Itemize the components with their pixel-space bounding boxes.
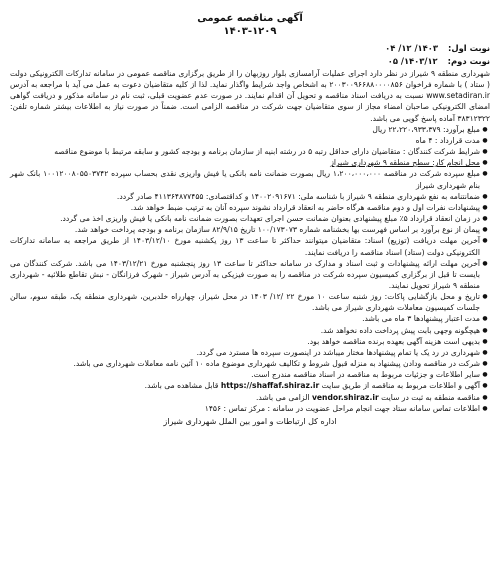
list-item-text: مبلغ برآورد: ۲۲،۲۲۰،۹۳۳،۳۷۹ ریال: [372, 124, 480, 134]
list-item-text: بدیهی است هزینه آگهی بعهده برنده مناقصه خواهد بود.: [307, 336, 480, 346]
list-item-text: پیشنهادات نفرات اول و دوم مناقصه هرگاه حاضر به انعقاد قرارداد نشوند سپرده آنان به ترتیب ضبط خواهد شد.: [130, 202, 480, 212]
bullet-icon: ●: [482, 215, 488, 223]
list-item: [10, 403, 490, 414]
list-item: [10, 135, 490, 146]
publication-dates: [10, 42, 490, 68]
bullet-icon: ●: [482, 337, 488, 345]
list-item-text: مدت اعتبار پیشنهادها ۳ ماه می باشد.: [362, 314, 480, 324]
bullet-icon: ●: [482, 237, 488, 245]
notice-number: ۱۴۰۳-۱۲۰۹: [223, 26, 277, 37]
list-item: [10, 235, 490, 257]
bullet-icon: ●: [482, 382, 488, 390]
list-item: [10, 157, 490, 168]
publication-date: ۱۴۰۳/۱۲/ ۰۵: [387, 56, 438, 66]
contact-text: اطلاعات تماس سامانه ستاد جهت انجام مراحل عضویت در سامانه : مرکز تماس : ۱۴۵۶: [204, 403, 480, 413]
signature: اداره کل ارتباطات و امور بین الملل شهرداری شیراز: [163, 416, 337, 426]
intro-paragraph: شهرداری منطقه ۹ شیراز در نظر دارد اجرای عملیات آرامسازی بلوار روزبهان را از طریق برگزاری مناقصه عمومی در سامانه تدارکات الکترونیکی دولت ( ستاد ) با شماره فراخوان ۲۰۰۳۰۰۹۶۶۸۸۰۰۰۰۸۵۶ به اشخاص واجد شرایط واگذار نماید. لذا از کلیه متقاضیان دعوت به عمل می آید با مراجعه به آدرس www.setadiran.ir نسبت به دریافت اسناد مناقصه و تحویل آن اقدام نمایند. در صورت عدم عضویت قبلی، ثبت نام در سامانه مذکور و دریافت گواهی امضای الکترونیکی صاحبان امضاء مجاز از سوی متقاضیان جهت شرکت در مناقصه الزامی است. ضمناً در صورت نیاز به اطلاعات بیشتر شماره تلفن: ۳۸۳۱۲۳۲۲ آماده پاسخ گویی می باشد.: [10, 69, 491, 123]
vendor-site-link[interactable]: vendor.shiraz.ir: [311, 392, 379, 402]
publication-second: [10, 55, 490, 68]
bullet-icon: ●: [482, 203, 488, 211]
bullet-icon: ●: [482, 226, 488, 234]
list-item: [10, 358, 490, 369]
list-item-text: مدت قرارداد : ۴ ماه: [415, 135, 480, 145]
list-item: [10, 258, 490, 291]
list-item: [10, 124, 490, 135]
bullet-icon: ●: [482, 315, 488, 323]
link-lead-text: آگهی و اطلاعات مربوط به مناقصه از طریق سایت: [321, 381, 480, 391]
shaffaf-site-link[interactable]: https://shaffaf.shiraz.ir: [220, 381, 320, 391]
bullet-icon: ●: [482, 259, 488, 267]
list-item: [10, 213, 490, 224]
bullet-icon: ●: [482, 293, 488, 301]
list-item: [10, 325, 490, 336]
list-item: [10, 369, 490, 380]
list-item-text: ضمانتنامه به نفع شهرداری منطقه ۹ شیراز با شناسه ملی: ۱۴۰۰۲۰۹۱۶۷۱ و کداقتصادی: ۴۱۱۳۶۴۸۷۷۴۵۵ صادر گردد.: [116, 191, 480, 201]
bullet-icon: ●: [482, 393, 488, 401]
notice-intro: [10, 68, 490, 124]
list-item-text: شرایط شرکت کنندگان : متقاضیان دارای حداقل رتبه ۵ در رشته ابنیه از سازمان برنامه و بودجه کشور و سابقه مرتبط با موضوع مناقصه: [54, 147, 480, 157]
publication-date: ۱۴۰۳/ ۱۲/ ۰۴: [385, 43, 438, 53]
link-tail-text: الزامی می باشد.: [255, 392, 310, 402]
list-item-text: تاریخ و محل بازگشایی پاکات: روز شنبه ساعت ۱۰ مورخ ۲۲ /۱۲/ ۱۴۰۳ در محل شیراز، چهارراه خلدبرین، شهرداری منطقه یک، طبقه سوم، سالن جلسات کمیسیون معاملات شهرداری شیراز می باشد.: [10, 292, 480, 313]
list-item: [10, 224, 490, 235]
list-item-text: شهرداری در رد یک یا تمام پیشنهادها مختار میباشد در اینصورت سپرده ها مسترد می گردد.: [196, 347, 480, 357]
list-item-text: آخرین مهلت دریافت (توزیع) اسناد: متقاضیان میتوانند حداکثر تا ساعت ۱۳ روز یکشنبه مورخ ۱۴۰۳/۱۲/۱۰ از طریق مراجعه به سامانه تدارکات الکترونیکی دولت (ستاد) اسناد مناقصه را دریافت نمایند.: [10, 236, 480, 257]
list-item-text: آخرین مهلت ارائه پیشنهادات و ثبت اسناد و مدارک در سامانه حداکثر تا ساعت ۱۳ روز پنجشنبه مورخ ۱۴۰۳/۱۲/۲۱ می باشد. شرکت کنندگان می بایست تا قبل از برگزاری کمیسیون سپرده شرکت در مناقصه را به صورت فیزیکی به آدرس شیراز - شهرک فرزانگان - نبش تقاطع طلائیه - شهرداری منطقه ۹ شیراز تحویل نمایند.: [10, 258, 481, 290]
list-item-text: شرکت در مناقصه ودادن پیشنهاد به منزله قبول شروط و تکالیف شهرداری موضوع ماده ۱۰ آئین نامه معاملات شهرداری می باشد.: [73, 359, 480, 369]
bullet-icon: ●: [482, 348, 488, 356]
notice-title: آگهی مناقصه عمومی: [197, 13, 303, 24]
link-lead-text: مناقصه منطقه به ثبت در سایت: [381, 392, 480, 402]
list-item: [10, 380, 490, 391]
bullet-icon: ●: [482, 326, 488, 334]
list-item: [10, 336, 490, 347]
bullet-icon: ●: [482, 170, 488, 178]
list-item-text: مبلغ سپرده شرکت در مناقصه ۱،۲۰۰،۰۰۰،۰۰۰ ریال بصورت ضمانت نامه بانکی یا فیش واریزی نقدی بحساب سپرده ۱۰۰۱۲۰۰۸۰۵۵۰۳۷۴۲ بانک شهر بنام شهرداری شیراز: [10, 169, 481, 190]
bullet-icon: ●: [482, 136, 488, 144]
publication-label: نوبت اول:: [447, 43, 490, 53]
list-item: [10, 392, 490, 403]
notice-items-list: [10, 124, 490, 381]
list-item: [10, 347, 490, 358]
list-item-text: سایر اطلاعات و جزئیات مربوط به مناقصه در اسناد مناقصه مندرج است.: [251, 370, 480, 380]
bullet-icon: ●: [482, 360, 488, 368]
list-item: [10, 168, 490, 190]
list-item: [10, 291, 490, 313]
publication-label: نوبت دوم:: [447, 56, 490, 66]
bullet-icon: ●: [482, 371, 488, 379]
link-tail-text: قابل مشاهده می باشد.: [144, 381, 219, 391]
list-item: [10, 146, 490, 157]
list-item: [10, 202, 490, 213]
bullet-icon: ●: [482, 125, 488, 133]
bullet-icon: ●: [482, 159, 488, 167]
bullet-icon: ●: [482, 404, 488, 412]
list-item-text: هیچگونه وجهی بابت پیش پرداخت داده نخواهد شد.: [320, 325, 480, 335]
bullet-icon: ●: [482, 192, 488, 200]
list-item: [10, 313, 490, 324]
list-item: [10, 191, 490, 202]
list-item-text: در زمان انعقاد قرارداد ۵٪ مبلغ پیشنهادی بعنوان ضمانت حسن اجرای تعهدات بصورت ضمانت نامه بانکی یا فیش واریزی اخذ می گردد.: [60, 214, 480, 224]
list-item-text: محل انجام کار: سطح منطقه ۹ شهرداری شیراز: [330, 158, 480, 168]
bullet-icon: ●: [482, 148, 488, 156]
publication-first: [10, 42, 490, 55]
list-item-text: پیمان از نوع برآورد بر اساس فهرست بها بخشنامه شماره ۱۰۰/۱۷۳۰۷۳ تاریخ ۸۲/۹/۱۵ سازمان برنامه و بودجه پرداخت خواهد شد.: [74, 225, 480, 235]
